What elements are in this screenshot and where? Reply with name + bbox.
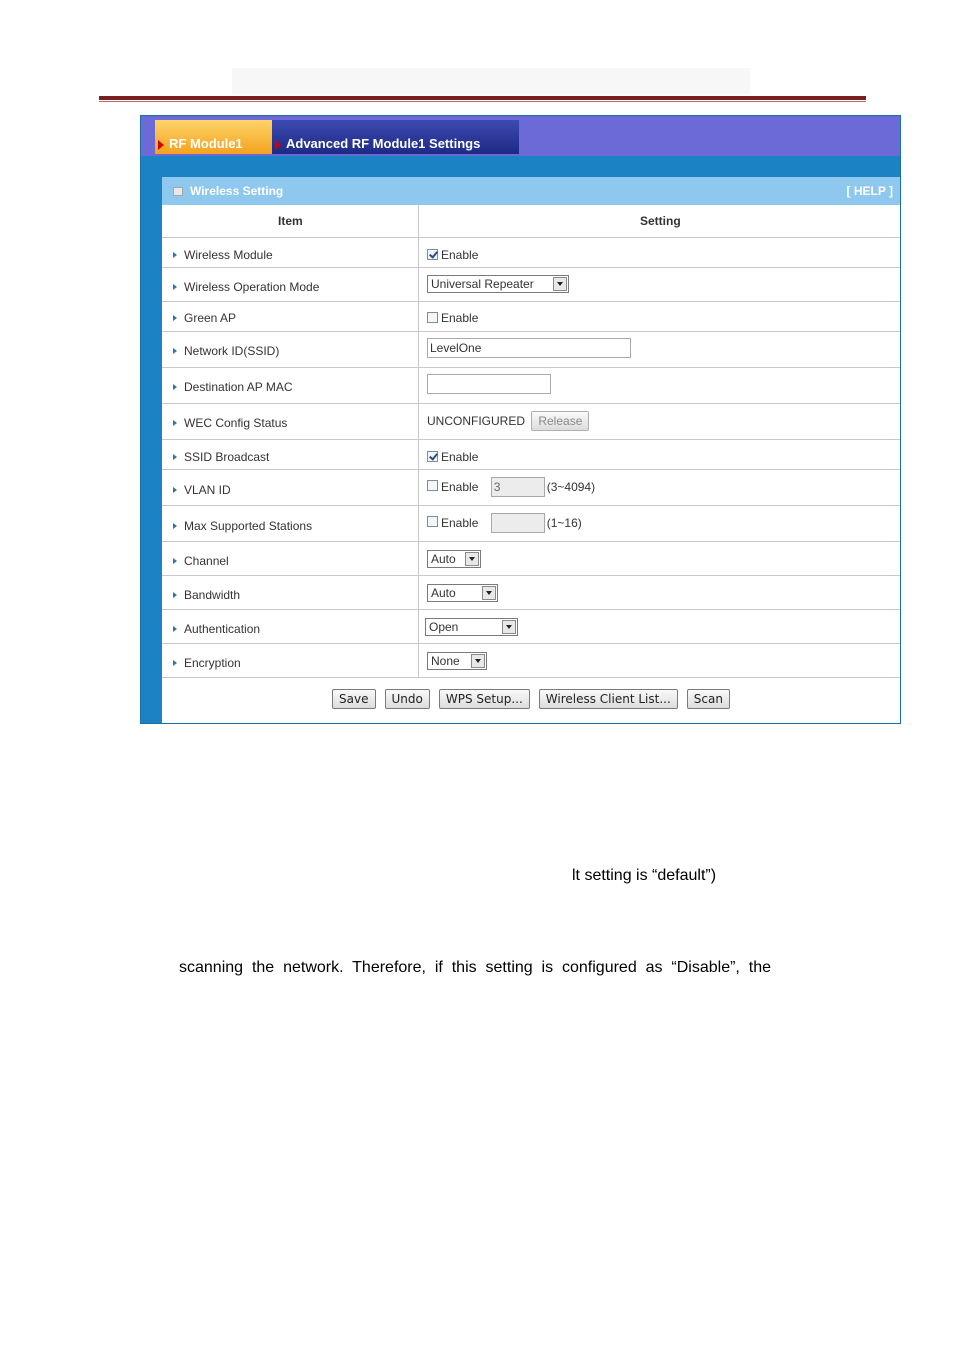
- tab-label: RF Module1: [169, 136, 243, 151]
- vlan-id-input[interactable]: 3: [491, 477, 545, 497]
- wireless-module-checkbox[interactable]: [427, 249, 438, 260]
- label-channel: Channel: [173, 554, 229, 568]
- row-divider: [162, 301, 900, 302]
- help-link[interactable]: [ HELP ]: [846, 184, 893, 198]
- bullet-arrow-icon: [173, 284, 177, 290]
- label-green-ap: Green AP: [173, 311, 236, 325]
- wps-setup-button[interactable]: WPS Setup...: [439, 689, 530, 709]
- bandwidth-select[interactable]: Auto: [427, 584, 498, 602]
- setting-authentication: [427, 618, 518, 636]
- row-divider: [162, 677, 900, 678]
- doc-text-line: scanning the network. Therefore, if this setting is configured as “Disable”, the: [179, 959, 771, 976]
- row-divider: [162, 331, 900, 332]
- router-panel: [140, 115, 901, 724]
- label-wireless-module: Wireless Module: [173, 248, 273, 262]
- enable-label: Enable: [441, 480, 479, 494]
- wec-status-text: UNCONFIGURED: [427, 414, 525, 428]
- bullet-arrow-icon: [173, 660, 177, 666]
- bullet-arrow-icon: [173, 626, 177, 632]
- release-button[interactable]: Release: [531, 411, 589, 431]
- wireless-client-list-button[interactable]: Wireless Client List...: [539, 689, 678, 709]
- setting-max-stations: [427, 513, 582, 533]
- label-vlan-id: VLAN ID: [173, 483, 231, 497]
- label-encryption: Encryption: [173, 656, 241, 670]
- setting-encryption: [427, 652, 487, 670]
- label-ssid: Network ID(SSID): [173, 344, 279, 358]
- ssid-input[interactable]: LevelOne: [427, 338, 631, 358]
- tab-bar: [141, 116, 900, 156]
- max-stations-checkbox[interactable]: [427, 516, 438, 527]
- label-wec-config-status: WEC Config Status: [173, 416, 287, 430]
- setting-vlan-id: [427, 477, 595, 497]
- row-divider: [162, 403, 900, 404]
- row-divider: [162, 643, 900, 644]
- row-divider: [162, 505, 900, 506]
- bullet-arrow-icon: [173, 523, 177, 529]
- channel-select[interactable]: Auto: [427, 550, 481, 568]
- bullet-arrow-icon: [173, 420, 177, 426]
- bullet-arrow-icon: [173, 315, 177, 321]
- tab-advanced-rf-settings[interactable]: [272, 120, 519, 154]
- scan-button[interactable]: Scan: [687, 689, 730, 709]
- max-stations-range-hint: (1~16): [546, 516, 582, 530]
- row-divider: [162, 367, 900, 368]
- chevron-down-icon: [482, 586, 496, 600]
- label-bandwidth: Bandwidth: [173, 588, 240, 602]
- column-header-item: Item: [278, 214, 303, 228]
- column-header-setting: Setting: [640, 214, 681, 228]
- green-ap-checkbox[interactable]: [427, 312, 438, 323]
- row-divider: [162, 541, 900, 542]
- vlan-range-hint: (3~4094): [546, 480, 596, 494]
- vlan-checkbox[interactable]: [427, 480, 438, 491]
- enable-label: Enable: [441, 311, 479, 325]
- tab-arrow-icon: [275, 140, 281, 150]
- setting-destination-ap-mac: [427, 374, 551, 394]
- label-ssid-broadcast: SSID Broadcast: [173, 450, 269, 464]
- label-operation-mode: Wireless Operation Mode: [173, 280, 319, 294]
- setting-ssid-broadcast: [427, 450, 478, 464]
- section-window-icon: [173, 187, 183, 196]
- setting-wec-config-status: [427, 411, 589, 431]
- setting-wireless-module: [427, 248, 478, 262]
- row-divider: [162, 237, 900, 238]
- encryption-select[interactable]: None: [427, 652, 487, 670]
- tab-arrow-icon: [158, 140, 164, 150]
- header-rule-thin: [99, 101, 866, 102]
- chevron-down-icon: [553, 277, 567, 291]
- bullet-arrow-icon: [173, 592, 177, 598]
- action-button-row: [162, 689, 900, 709]
- section-title: Wireless Setting: [190, 184, 284, 198]
- section-header: [162, 177, 900, 205]
- row-divider: [162, 439, 900, 440]
- tab-rf-module1[interactable]: [155, 120, 272, 154]
- header-rule: [99, 96, 866, 100]
- chevron-down-icon: [502, 620, 516, 634]
- max-stations-input[interactable]: [491, 513, 545, 533]
- label-max-stations: Max Supported Stations: [173, 519, 312, 533]
- setting-bandwidth: [427, 584, 498, 602]
- save-button[interactable]: Save: [332, 689, 375, 709]
- setting-operation-mode: [427, 275, 569, 293]
- row-divider: [162, 469, 900, 470]
- operation-mode-select[interactable]: Universal Repeater: [427, 275, 569, 293]
- bullet-arrow-icon: [173, 487, 177, 493]
- authentication-select[interactable]: Open: [425, 618, 518, 636]
- chevron-down-icon: [471, 654, 485, 668]
- setting-green-ap: [427, 311, 478, 325]
- bullet-arrow-icon: [173, 252, 177, 258]
- tab-label: Advanced RF Module1 Settings: [286, 136, 481, 151]
- settings-content: [162, 177, 900, 723]
- bullet-arrow-icon: [173, 558, 177, 564]
- label-destination-ap-mac: Destination AP MAC: [173, 380, 293, 394]
- row-divider: [162, 267, 900, 268]
- enable-label: Enable: [441, 248, 479, 262]
- bullet-arrow-icon: [173, 348, 177, 354]
- page-header-shade: [232, 68, 750, 94]
- label-authentication: Authentication: [173, 622, 260, 636]
- row-divider: [162, 575, 900, 576]
- destination-mac-input[interactable]: [427, 374, 551, 394]
- bullet-arrow-icon: [173, 384, 177, 390]
- doc-text-line: lt setting is “default”): [572, 867, 717, 884]
- setting-channel: [427, 550, 481, 568]
- column-divider: [418, 205, 419, 677]
- chevron-down-icon: [465, 552, 479, 566]
- enable-label: Enable: [441, 450, 479, 464]
- undo-button[interactable]: Undo: [385, 689, 430, 709]
- row-divider: [162, 609, 900, 610]
- enable-label: Enable: [441, 516, 479, 530]
- setting-ssid: [427, 338, 631, 358]
- bullet-arrow-icon: [173, 454, 177, 460]
- ssid-broadcast-checkbox[interactable]: [427, 451, 438, 462]
